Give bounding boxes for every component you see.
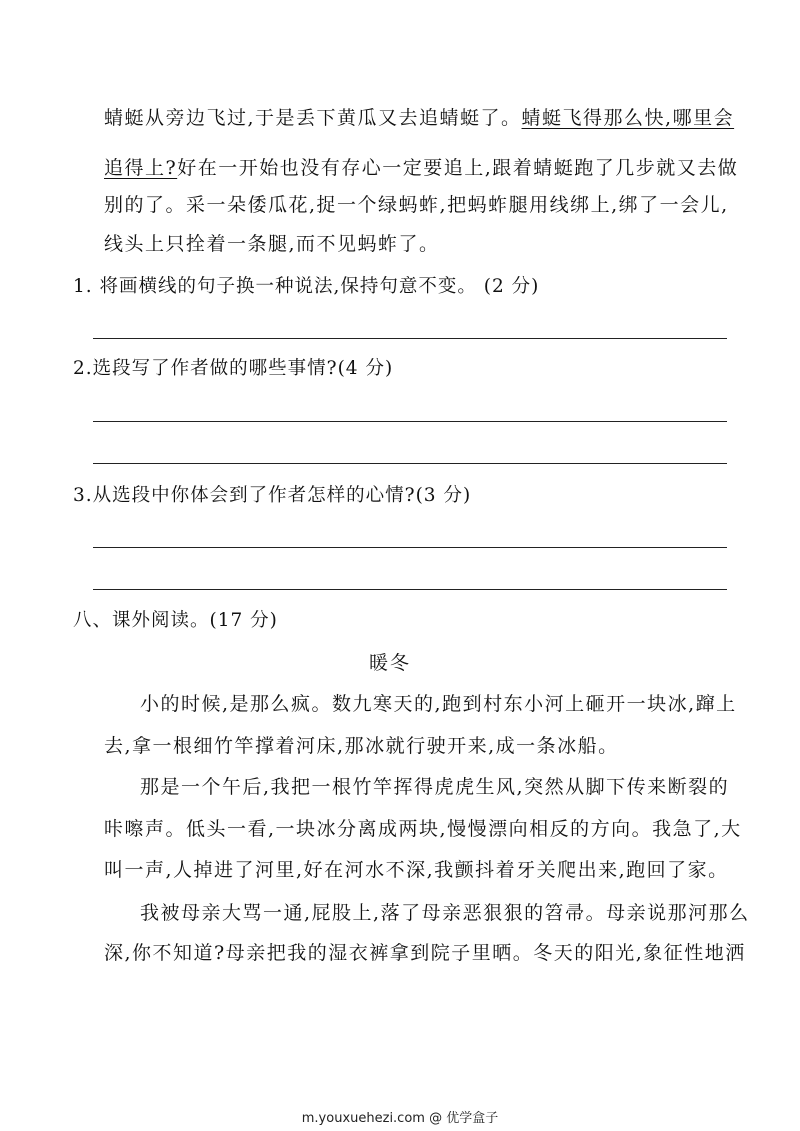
passage-line-1 — [104, 106, 734, 130]
article-title: 暖冬 — [369, 652, 412, 674]
article-line: 去,拿一根细竹竿撑着河床,那冰就行驶开来,成一条冰船。 — [104, 735, 619, 757]
answer-line[interactable] — [93, 547, 727, 548]
article-line: 小的时候,是那么疯。数九寒天的,跑到村东小河上砸开一块冰,蹿上 — [140, 693, 737, 715]
answer-line[interactable] — [93, 589, 727, 590]
answer-line[interactable] — [93, 421, 727, 422]
passage-line-4: 线头上只拴着一条腿,而不见蚂蚱了。 — [104, 233, 440, 255]
section-heading: 八、课外阅读。(17 分) — [73, 610, 278, 631]
underlined-sentence: 蜻蜓飞得那么快,哪里会 — [521, 107, 735, 129]
passage-line-2 — [104, 156, 738, 180]
passage-text: 蜻蜓从旁边飞过,于是丢下黄瓜又去追蜻蜓了。 — [104, 107, 522, 129]
underlined-sentence: 追得上? — [104, 157, 178, 179]
passage-line-3: 别的了。采一朵倭瓜花,捉一个绿蚂蚱,把蚂蚱腿用线绑上,绑了一会儿, — [104, 194, 729, 216]
question-2: 2.选段写了作者做的哪些事情?(4 分) — [73, 358, 394, 379]
passage-text: 好在一开始也没有存心一定要追上,跟着蜻蜓跑了几步就又去做 — [177, 157, 739, 179]
question-3: 3.从选段中你体会到了作者怎样的心情?(3 分) — [73, 485, 472, 506]
article-line: 咔嚓声。低头一看,一块冰分离成两块,慢慢漂向相反的方向。我急了,大 — [104, 818, 742, 840]
article-line: 我被母亲大骂一通,屁股上,落了母亲恶狠狠的笤帚。母亲说那河那么 — [140, 902, 750, 924]
answer-line[interactable] — [93, 463, 727, 464]
article-line: 叫一声,人掉进了河里,好在河水不深,我颤抖着牙关爬出来,跑回了家。 — [104, 859, 729, 881]
question-1: 1. 将画横线的句子换一种说法,保持句意不变。 (2 分) — [73, 276, 540, 297]
answer-line[interactable] — [93, 338, 727, 339]
footer-watermark: m.youxuehezi.com @ 优学盒子 — [301, 1111, 499, 1126]
article-line: 那是一个午后,我把一根竹竿挥得虎虎生风,突然从脚下传来断裂的 — [140, 776, 730, 798]
article-line: 深,你不知道?母亲把我的湿衣裤拿到院子里晒。冬天的阳光,象征性地洒 — [104, 942, 746, 964]
